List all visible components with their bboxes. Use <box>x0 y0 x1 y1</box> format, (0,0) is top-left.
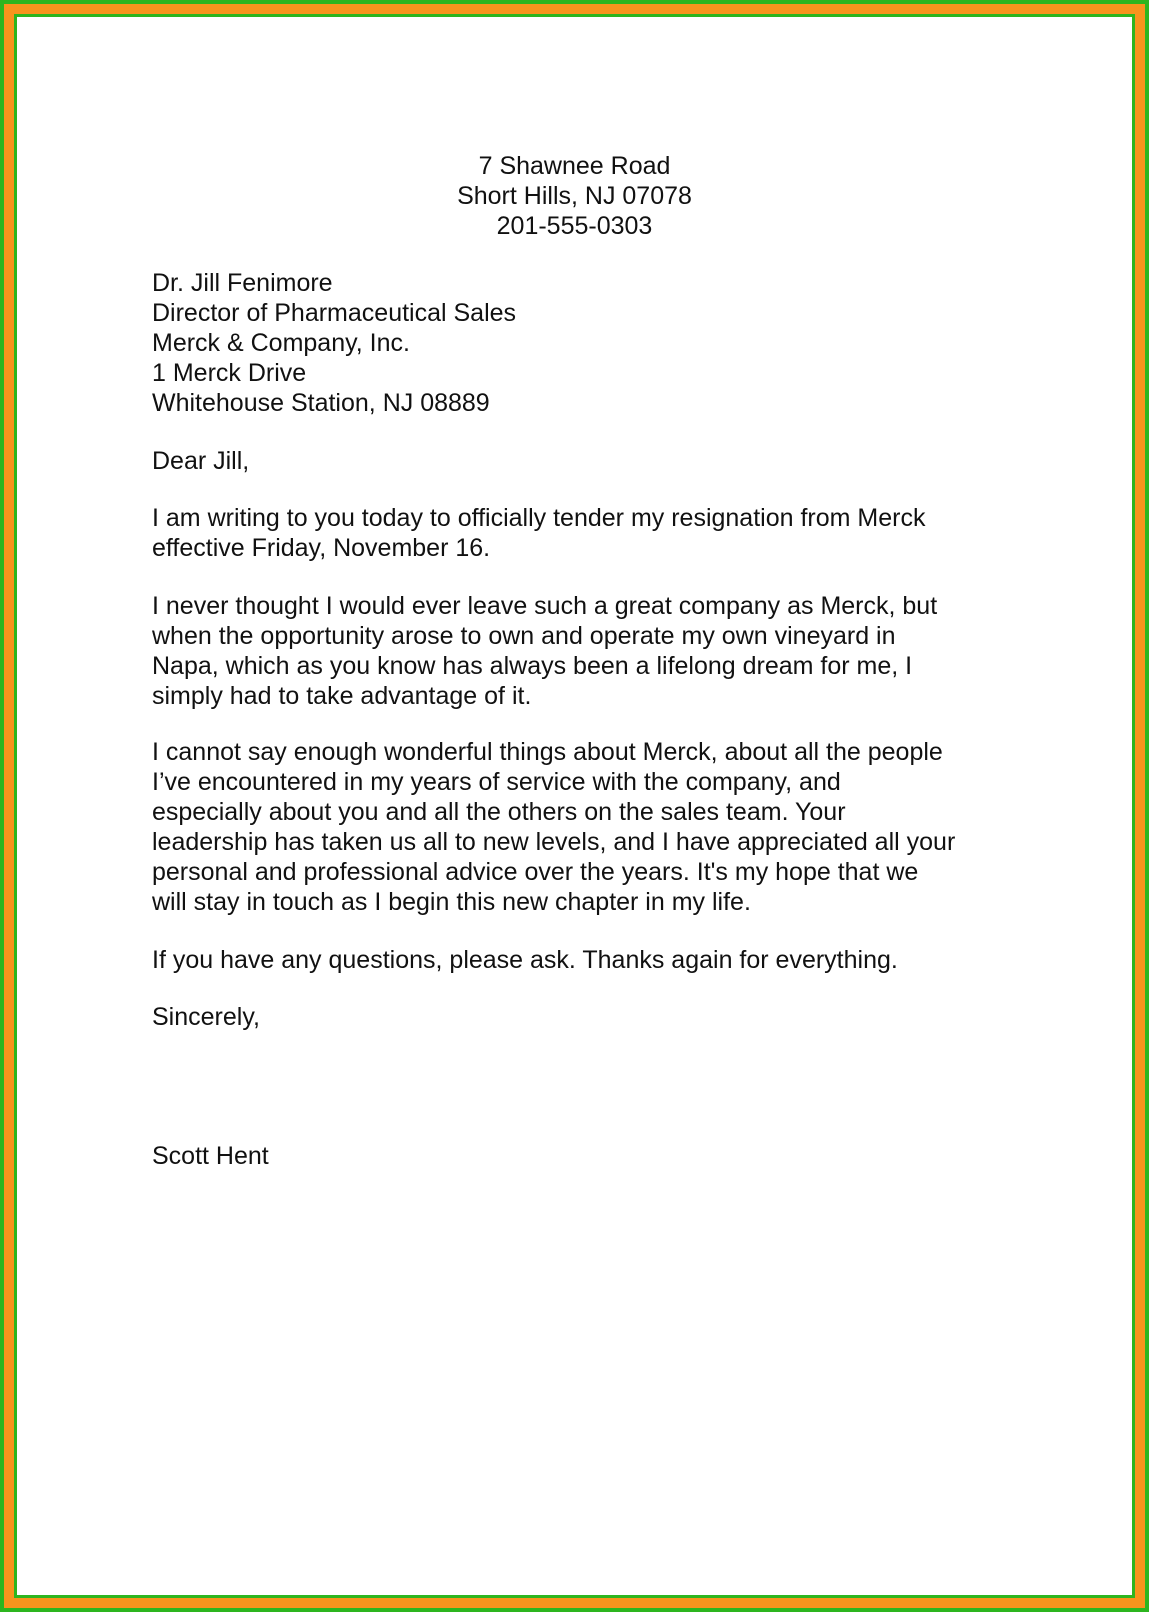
paragraph-line: will stay in touch as I begin this new chapter in my life. <box>152 888 751 916</box>
closing: Sincerely, <box>152 1003 260 1031</box>
paragraph-line: I’ve encountered in my years of service with the company, and <box>152 768 841 796</box>
paragraph-reason <box>152 591 1032 711</box>
paragraph-resignation <box>152 503 1032 563</box>
paragraph-line: I never thought I would ever leave such a great company as Merck, but <box>152 592 938 620</box>
paragraph-line: simply had to take advantage of it. <box>152 682 532 710</box>
recipient-city: Whitehouse Station, NJ 08889 <box>152 389 490 417</box>
paragraph-line: personal and professional advice over the years. It's my hope that we <box>152 858 919 886</box>
paragraph-line: I am writing to you today to officially tender my resignation from Merck <box>152 504 926 532</box>
paragraph-gratitude <box>152 737 1032 917</box>
paragraph-line: leadership has taken us all to new levels, and I have appreciated all your <box>152 828 956 856</box>
return-address <box>0 151 1149 241</box>
return-address-street: 7 Shawnee Road <box>478 152 671 180</box>
recipient-name: Dr. Jill Fenimore <box>152 269 333 297</box>
paragraph-line: effective Friday, November 16. <box>152 534 491 562</box>
paragraph-questions <box>152 945 1032 975</box>
signature-name: Scott Hent <box>152 1142 269 1170</box>
paragraph-line: especially about you and all the others on the sales team. Your <box>152 798 846 826</box>
paragraph-line: If you have any questions, please ask. Thanks again for everything. <box>152 946 898 974</box>
recipient-address <box>152 268 1032 418</box>
paragraph-line: I cannot say enough wonderful things about Merck, about all the people <box>152 738 943 766</box>
paragraph-line: Napa, which as you know has always been a lifelong dream for me, I <box>152 652 913 680</box>
paragraph-line: when the opportunity arose to own and operate my own vineyard in <box>152 622 896 650</box>
return-address-city: Short Hills, NJ 07078 <box>457 182 692 210</box>
recipient-street: 1 Merck Drive <box>152 359 307 387</box>
recipient-title: Director of Pharmaceutical Sales <box>152 299 517 327</box>
return-address-phone: 201-555-0303 <box>496 212 653 240</box>
salutation: Dear Jill, <box>152 447 250 475</box>
recipient-company: Merck & Company, Inc. <box>152 329 410 357</box>
